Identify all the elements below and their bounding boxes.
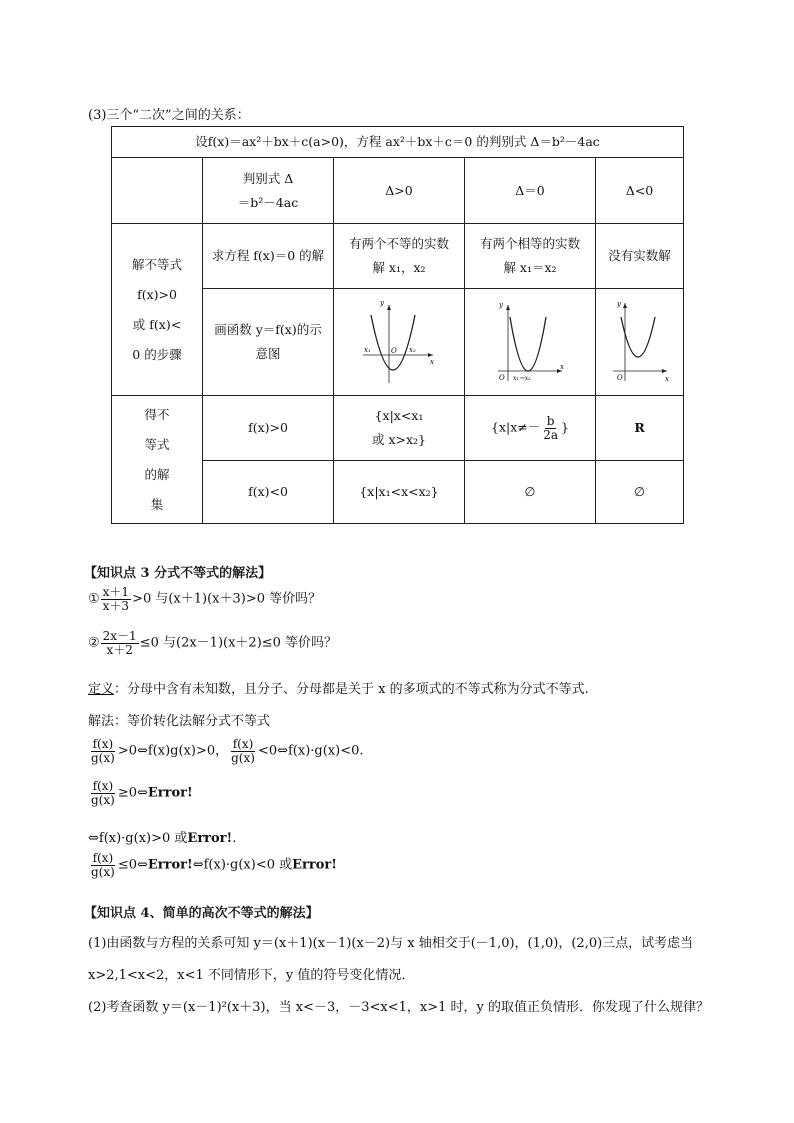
lt-row-label: f(x)<0 (203, 461, 334, 524)
kp3-question-2 (88, 630, 337, 656)
graph-row-label-line1: 画函数 y＝f(x)的示 (214, 322, 322, 338)
disc-label-line2: ＝b²－4ac (237, 194, 299, 210)
fraction-denominator: g(x) (231, 750, 255, 765)
equiv-line-2 (88, 780, 193, 806)
fraction-denominator: g(x) (91, 792, 115, 807)
solution-set-line: 的解 (144, 466, 170, 482)
svg-text:y: y (616, 300, 621, 308)
kp3-question-1 (88, 586, 321, 612)
roots-case2-line2: 解 x₁＝x₂ (503, 260, 557, 275)
parabola-double-root-figure (490, 297, 570, 387)
equiv-1a: >0⇔f(x)g(x)>0， (117, 743, 229, 759)
method-line: 解法：等价转化法解分式不等式 (88, 714, 271, 729)
equiv-3b: . (232, 831, 237, 846)
svg-text:x₂: x₂ (409, 346, 416, 354)
case-positive: Δ>0 (334, 158, 465, 224)
equiv-4b: ⇔f(x)·g(x)<0 或 (192, 857, 293, 873)
table-header: 设f(x)＝ax²＋bx＋c(a>0)，方程 ax²＋bx＋c＝0 的判别式 Δ＝b²－4ac (112, 127, 684, 158)
gt-row-label: f(x)>0 (203, 396, 334, 461)
roots-case2-line1: 有两个相等的实数 (479, 236, 580, 252)
solve-steps-line: 0 的步骤 (132, 346, 182, 362)
graph-row-label (203, 289, 334, 396)
svg-text:x: x (430, 358, 434, 366)
q1-prefix: ① (88, 591, 100, 607)
error-text: Error! (147, 785, 193, 801)
definition (88, 678, 589, 697)
section-title: (3)三个“二次”之间的关系： (88, 108, 250, 123)
parabola-no-root-figure (609, 297, 671, 387)
lt-case3: ∅ (596, 461, 684, 524)
error-text: Error! (187, 831, 233, 846)
empty-cell (112, 158, 203, 224)
graph-no-root (596, 289, 684, 396)
equiv-4a: ≤0⇔ (117, 857, 148, 873)
gt-case2 (465, 396, 596, 461)
disc-label-line1: 判别式 Δ (242, 170, 294, 186)
graph-row-label-line2: 意图 (255, 346, 281, 361)
q1-suffix: >0 与(x＋1)(x＋3)>0 等价吗？ (132, 591, 322, 607)
fraction-denominator: g(x) (91, 750, 115, 765)
graph-double-root (465, 289, 596, 396)
fraction-numerator: 2x－1 (102, 629, 137, 643)
roots-case1-line2: 解 x₁，x₂ (372, 260, 426, 275)
gt-case2-prefix: {x|x≠－ (491, 419, 541, 435)
roots-case3: 没有实数解 (596, 224, 684, 289)
f-over-g-fraction (89, 852, 117, 878)
svg-text:y: y (499, 301, 503, 309)
solve-steps-label (112, 224, 203, 396)
fraction-denominator: 2a (543, 427, 559, 442)
case-zero: Δ＝0 (465, 158, 596, 224)
fraction-numerator: f(x) (92, 779, 114, 793)
definition-text: ：分母中含有未知数，且分子、分母都是关于 x 的多项式的不等式称为分式不等式. (114, 682, 589, 697)
gt-case1 (334, 396, 465, 461)
gt-case1-line2: 或 x>x₂} (371, 432, 426, 447)
f-over-g-fraction (89, 738, 117, 764)
solution-set-line: 得不 (144, 406, 170, 422)
equiv-2: ≥0⇔ (117, 785, 148, 801)
f-over-g-fraction (89, 780, 117, 806)
equiv-line-1 (88, 738, 364, 764)
fraction-numerator: f(x) (92, 737, 114, 751)
svg-text:x₁＝x₂: x₁＝x₂ (513, 375, 531, 382)
svg-text:x₁: x₁ (364, 346, 371, 354)
roots-row-label: 求方程 f(x)＝0 的解 (203, 224, 334, 289)
graph-two-roots (334, 289, 465, 396)
gt-case2-suffix: } (561, 419, 569, 435)
q2-fraction (101, 630, 139, 656)
q1-fraction (101, 586, 131, 612)
f-over-g-fraction (229, 738, 257, 764)
gt-case3: R (596, 396, 684, 461)
equiv-line-3 (88, 827, 236, 846)
equiv-line-4 (88, 852, 337, 878)
fraction-numerator: b (546, 413, 555, 428)
lt-case2: ∅ (465, 461, 596, 524)
gt-case2-fraction (541, 415, 560, 441)
case-negative: Δ<0 (596, 158, 684, 224)
fraction-numerator: x＋1 (102, 585, 130, 599)
lt-case1: {x|x₁<x<x₂} (334, 461, 465, 524)
kp4-paragraph-2: (2)考查函数 y＝(x－1)²(x＋3)，当 x<－3，－3<x<1，x>1 时，y 的取值正负情形．你发现了什么规律？ (88, 1000, 709, 1015)
disc-label-cell (203, 158, 334, 224)
kp4-paragraph-1-line2: x>2,1<x<2，x<1 不同情形下，y 值的符号变化情况． (88, 968, 415, 983)
svg-text:x: x (560, 363, 564, 371)
solve-steps-line: 或 f(x)< (132, 316, 182, 332)
kp4-paragraph-1-line1: (1)由函数与方程的关系可知 y＝(x＋1)(x－1)(x－2)与 x 轴相交于(－1,0)，(1,0)，(2,0)三点，试考虑当 (88, 936, 694, 951)
svg-text:O: O (391, 347, 397, 355)
roots-case2 (465, 224, 596, 289)
error-text: Error! (292, 857, 337, 873)
quadratic-relation-table (111, 126, 684, 524)
fraction-denominator: g(x) (91, 864, 115, 879)
solve-steps-line: f(x)>0 (137, 286, 177, 302)
equiv-1b: <0⇔f(x)·g(x)<0. (257, 743, 364, 759)
fraction-numerator: f(x) (92, 851, 114, 865)
kp4-title: 【知识点 4、简单的高次不等式的解法】 (84, 906, 319, 921)
gt-case1-line1: {x|x<x₁ (374, 408, 424, 424)
svg-text:O: O (616, 374, 623, 382)
svg-text:x: x (664, 375, 669, 383)
roots-case1 (334, 224, 465, 289)
solution-set-label (112, 396, 203, 524)
q2-prefix: ② (88, 635, 100, 651)
equiv-3a: ⇔f(x)·g(x)>0 或 (88, 831, 188, 846)
svg-text:y: y (380, 299, 384, 307)
parabola-two-roots-figure (359, 297, 439, 387)
fraction-denominator: x＋2 (106, 642, 133, 657)
solution-set-line: 等式 (144, 436, 170, 452)
error-text: Error! (147, 857, 193, 873)
solve-steps-line: 解不等式 (131, 256, 182, 272)
definition-label: 定义 (88, 682, 115, 697)
fraction-denominator: x＋3 (102, 598, 130, 613)
roots-case1-line1: 有两个不等的实数 (348, 236, 449, 252)
kp3-title: 【知识点 3 分式不等式的解法】 (84, 566, 272, 581)
solution-set-line: 集 (150, 496, 164, 512)
svg-text:O: O (499, 374, 505, 382)
fraction-numerator: f(x) (232, 737, 254, 751)
q2-suffix: ≤0 与(2x－1)(x＋2)≤0 等价吗？ (139, 635, 338, 651)
